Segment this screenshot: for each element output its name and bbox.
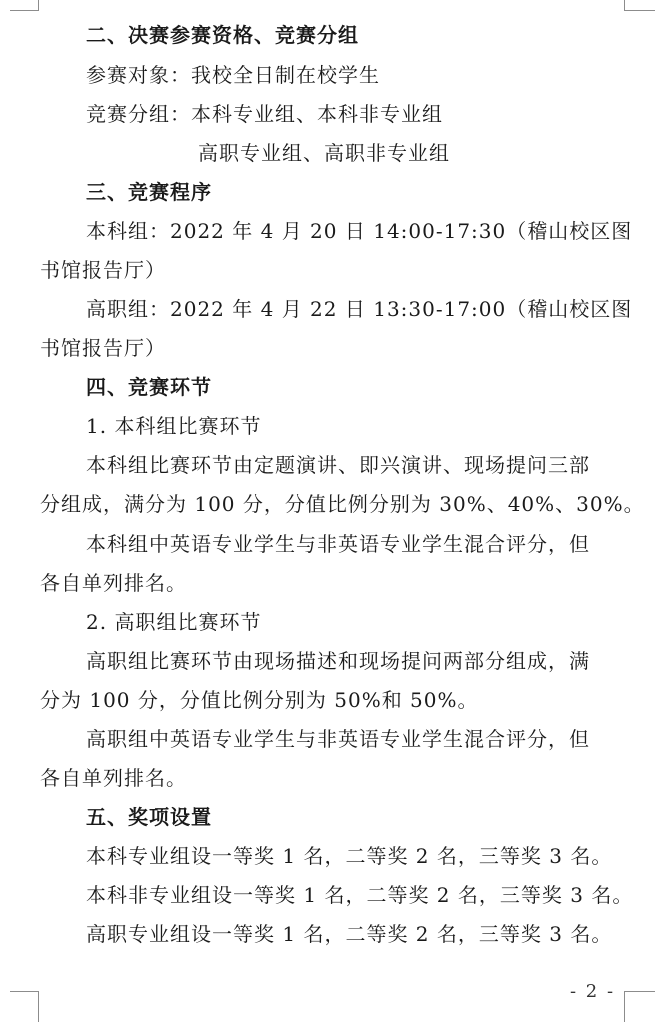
paragraph-line: 高职组比赛环节由现场描述和现场提问两部分组成，满 (86, 649, 590, 673)
subheading: 1. 本科组比赛环节 (86, 414, 262, 438)
section-heading-2: 二、决赛参赛资格、竞赛分组 (86, 23, 359, 47)
page-number: - 2 - (570, 981, 616, 1002)
paragraph-line: 书馆报告厅） (40, 336, 166, 360)
paragraph-line: 书馆报告厅） (40, 258, 166, 282)
paragraph-line: 参赛对象：我校全日制在校学生 (86, 63, 380, 87)
paragraph-line: 分组成，满分为 100 分，分值比例分别为 30%、40%、30%。 (40, 492, 645, 516)
paragraph-line: 高职组中英语专业学生与非英语专业学生混合评分，但 (86, 727, 590, 751)
paragraph-line: 本科组中英语专业学生与非英语专业学生混合评分，但 (86, 532, 590, 556)
subheading: 2. 高职组比赛环节 (86, 610, 262, 634)
crop-mark-bottom-left (10, 991, 39, 1022)
paragraph-line: 本科专业组设一等奖 1 名，二等奖 2 名，三等奖 3 名。 (86, 844, 613, 868)
paragraph-line: 各自单列排名。 (40, 571, 187, 595)
crop-mark-bottom-right (624, 991, 655, 1022)
paragraph-line: 高职专业组、高职非专业组 (198, 141, 450, 165)
crop-mark-top-right (624, 0, 655, 11)
paragraph-line: 高职专业组设一等奖 1 名，二等奖 2 名，三等奖 3 名。 (86, 922, 613, 946)
paragraph-line: 本科组比赛环节由定题演讲、即兴演讲、现场提问三部 (86, 453, 590, 477)
paragraph-line: 分为 100 分，分值比例分别为 50%和 50%。 (40, 688, 479, 712)
section-heading-5: 五、奖项设置 (86, 805, 212, 829)
crop-mark-top-left (10, 0, 39, 11)
paragraph-line: 本科组：2022 年 4 月 20 日 14:00-17:30（稽山校区图 (86, 219, 633, 243)
paragraph-line: 高职组：2022 年 4 月 22 日 13:30-17:00（稽山校区图 (86, 297, 633, 321)
paragraph-line: 竞赛分组：本科专业组、本科非专业组 (86, 102, 443, 126)
section-heading-3: 三、竞赛程序 (86, 180, 212, 204)
paragraph-line: 本科非专业组设一等奖 1 名，二等奖 2 名，三等奖 3 名。 (86, 883, 634, 907)
section-heading-4: 四、竞赛环节 (86, 375, 212, 399)
paragraph-line: 各自单列排名。 (40, 766, 187, 790)
